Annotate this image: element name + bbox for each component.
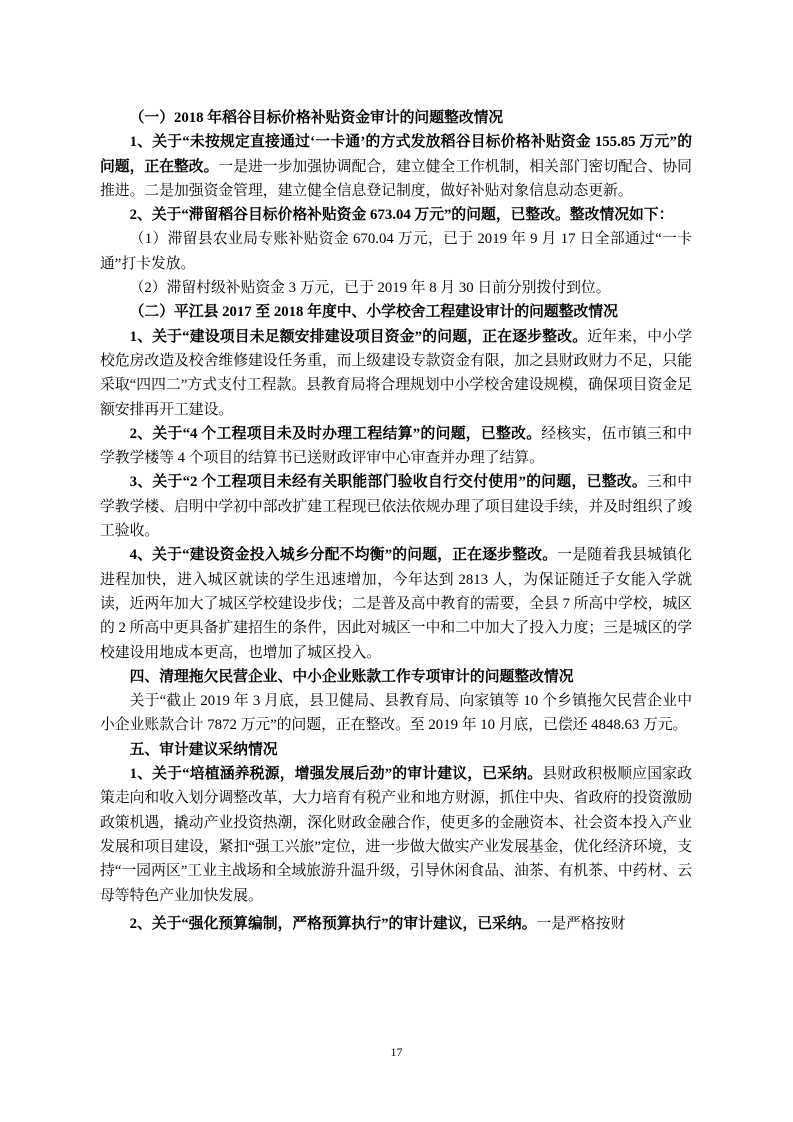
section-heading	[100, 738, 692, 762]
text-segment: 关于“截止 2019 年 3 月底，县卫健局、县教育局、向家镇等 10 个乡镇拖欠民营企业中小企业账款合计 7872 万元”的问题，正在整改。至 2019 年 10 月底，已偿还 4848.63 万元。	[100, 693, 692, 734]
paragraph	[100, 543, 692, 664]
paragraph	[100, 203, 692, 227]
paragraph	[100, 762, 692, 908]
paragraph	[100, 470, 692, 543]
text-segment: 经核实，伍市镇三和中学教学楼等 4 个项目的结算书已送财政评审中心审查并办理了结算。	[100, 425, 692, 467]
text-segment: 近年来，中小学校危房改造及校舍维修建设任务重，而上级建设专款资金有限，加之县财政财力不足，只能采取“四四二”方式支付工程款。县教育局将合理规划中小学校舍建设规模，确保项目资金足额安排再开工建设。	[100, 328, 692, 418]
bold-text-segment: 2、关于“4 个工程项目未及时办理工程结算”的问题，已整改。	[129, 425, 542, 442]
text-segment: （1）滞留县农业局专账补贴资金 670.04 万元，已于 2019 年 9 月 17 日全部通过“一卡通”打卡发放。	[100, 231, 692, 272]
text-segment: 一是进一步加强协调配合，建立健全工作机制，相关部门密切配合、协同推进。二是加强资金管理，建立健全信息登记制度，做好补贴对象信息动态更新。	[100, 158, 692, 199]
text-segment: 三和中学教学楼、启明中学初中部改扩建工程现已依法依规办理了项目建设手续，并及时组织了竣工验收。	[100, 474, 692, 540]
paragraph	[100, 422, 692, 471]
text-segment: 县财政积极顺应国家政策走向和收入划分调整改革，大力培育有税产业和地方财源，抓住中央、省政府的投资激励政策机遇，撬动产业投资热潮，深化财政金融合作，使更多的金融资本、社会资本投入产业发展和项目建设，紧扣“强工兴旅”定位，进一步做大做实产业发展基金，优化经济环境，支持“一园两区”工业主战场和全域旅游升温升级，引导休闲食品、油茶、有机茶、中药材、云母等特色产业加快发展。	[100, 766, 692, 904]
text-segment: （2）滞留村级补贴资金 3 万元，已于 2019 年 8 月 30 日前分别拨付到位。	[129, 280, 611, 297]
bold-text-segment: 4、关于“建设资金投入城乡分配不均衡”的问题，正在逐步整改。	[129, 547, 558, 564]
bold-text-segment: 1、关于“建设项目未足额安排建设项目资金”的问题，正在逐步整改。	[129, 328, 588, 345]
bold-text-segment: 四、清理拖欠民营企业、中小企业账款工作专项审计的问题整改情况	[129, 668, 574, 685]
text-segment: 一是随着我县城镇化进程加快，进入城区就读的学生迅速增加，今年达到 2813 人，为保证随迁子女能入学就读，近两年加大了城区学校建设步伐；二是普及高中教育的需要，全县 7 所高中学校，城区的 2 所高中更具备扩建招生的条件，因此对城区一中和二中加大了投入力度；三是城区的学校建设用地成本更高，也增加了城区投入。	[100, 547, 692, 661]
bold-text-segment: 1、关于“培植涵养税源，增强发展后劲”的审计建议，已采纳。	[129, 766, 543, 783]
paragraph	[100, 130, 692, 203]
paragraph	[100, 689, 692, 738]
paragraph	[100, 227, 692, 276]
bold-text-segment: 3、关于“2 个工程项目未经有关职能部门验收自行交付使用”的问题，已整改。	[129, 474, 647, 491]
bold-text-segment: （二）平江县 2017 至 2018 年度中、小学校舍工程建设审计的问题整改情况	[129, 304, 618, 321]
bold-text-segment: （一）2018 年稻谷目标价格补贴资金审计的问题整改情况	[129, 110, 504, 126]
page-number: 17	[390, 1045, 403, 1059]
section-heading	[100, 300, 692, 324]
section-heading	[100, 106, 692, 130]
document-body	[100, 106, 692, 936]
paragraph	[100, 276, 692, 300]
section-heading	[100, 665, 692, 689]
paragraph	[100, 912, 692, 936]
text-segment: 一是严格按财	[536, 915, 626, 932]
paragraph	[100, 325, 692, 422]
bold-text-segment: 2、关于“滞留稻谷目标价格补贴资金 673.04 万元”的问题，已整改。整改情况如下：	[129, 207, 674, 224]
bold-text-segment: 五、审计建议采纳情况	[129, 741, 278, 758]
bold-text-segment: 2、关于“强化预算编制，严格预算执行”的审计建议，已采纳。	[129, 915, 537, 932]
bold-text-segment: 1、关于“未按规定直接通过‘一卡通’的方式发放稻谷目标价格补贴资金 155.85 万元”的问题，正在整改。	[100, 134, 692, 175]
